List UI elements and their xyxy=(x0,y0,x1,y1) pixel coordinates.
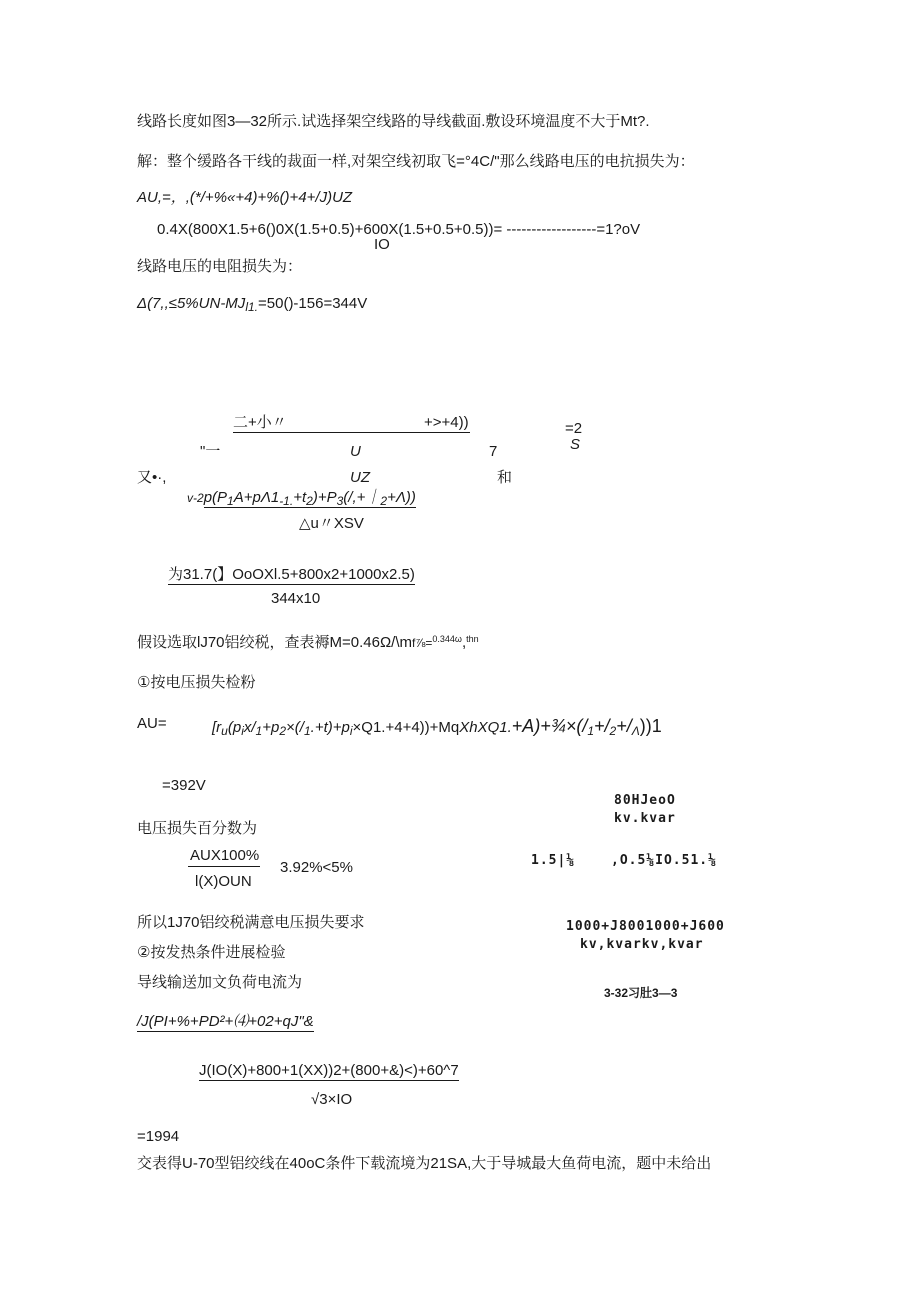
fraction-h6-rule xyxy=(188,866,260,867)
formula-g2: 344x10 xyxy=(271,590,321,607)
h3-m: i xyxy=(349,724,353,738)
text-line-1: 线路长度如图3—32所示.试选择架空线路的导线截面.敷设环境温度不大于Mt?. xyxy=(137,113,650,130)
formula-f1-eq: =2 xyxy=(565,420,583,437)
figure-label-r2: kv.kvar xyxy=(614,811,676,826)
formula-f1-left: 二+小〃 xyxy=(233,414,287,431)
formula-line-6-sub: l1. xyxy=(245,300,258,314)
text-line-h7: 所以1J70铝绞税满意电压损失要求 xyxy=(137,914,365,931)
formula-f4-i: )+P xyxy=(312,489,337,506)
formula-line-6 xyxy=(137,295,367,313)
formula-h11 xyxy=(199,1062,459,1080)
formula-f3-uz: UZ xyxy=(350,469,370,486)
formula-line-4: 0.4X(800X1.5+6()0X(1.5+0.5)+600X(1.5+0.5+0.5))= ------------------=1?oV xyxy=(157,221,641,238)
text-line-5: 线路电压的电阻损失为： xyxy=(137,258,303,275)
text-line-h1 xyxy=(137,634,479,653)
text-line-h1-b: f xyxy=(412,636,416,650)
h3-c: u xyxy=(221,724,228,738)
formula-f1-right: +>+4)) xyxy=(424,414,469,431)
formula-g1-text: 为31.7(】OoOXl.5+800x2+1000x2.5) xyxy=(168,566,415,583)
formula-f4-g: +t xyxy=(293,489,307,506)
formula-f4-d: 1 xyxy=(227,494,234,508)
text-line-h2: ①按电压损失检粉 xyxy=(137,674,256,691)
formula-f1-s: S xyxy=(570,436,581,453)
h3-p: +A)+¾×(/ xyxy=(511,716,588,736)
h3-f: x/ xyxy=(243,719,256,736)
figure-caption: 3-32习肚3—3 xyxy=(604,986,678,1000)
formula-f1-rule xyxy=(233,432,470,433)
formula-f4 xyxy=(187,489,416,507)
formula-line-4-denominator: IO xyxy=(374,236,390,253)
h3-u: Λ xyxy=(631,724,640,738)
formula-line-3: AU,=，,(*/+%«+4)+%()+4+/J)UZ xyxy=(137,189,353,206)
formula-f5: △u〃XSV xyxy=(299,515,364,532)
formula-f4-f: -1. xyxy=(279,494,294,508)
text-line-h1-e: , xyxy=(461,634,467,651)
fraction-h6-denominator: l(X)OUN xyxy=(195,873,252,890)
formula-h13: =1994 xyxy=(137,1128,180,1145)
text-line-h5: 电压损失百分数为 xyxy=(137,820,258,837)
formula-h3 xyxy=(212,717,662,737)
formula-f2-seven: 7 xyxy=(489,443,498,460)
figure-label-r1: 80HJeoO xyxy=(614,793,676,808)
formula-f3-and: 和 xyxy=(497,469,513,486)
formula-f4-l: 2 xyxy=(380,494,388,508)
formula-g1 xyxy=(168,566,415,584)
formula-f2-left: "一 xyxy=(200,443,221,460)
text-line-h9: 导线输送加文负荷电流为 xyxy=(137,974,303,991)
formula-h3-label: AU= xyxy=(137,715,167,732)
h3-l: .+t)+p xyxy=(310,719,350,736)
h3-h: +p xyxy=(262,719,280,736)
figure-label-r5: kv,kvarkv,kvar xyxy=(580,937,704,952)
h3-o: XhXQ1. xyxy=(459,719,512,736)
formula-f3-left: 又•·, xyxy=(137,469,167,486)
fraction-h6-value: 3.92%<5% xyxy=(280,859,353,876)
h3-i: 2 xyxy=(279,724,287,738)
h3-n: ×Q1.+4+4))+Mq xyxy=(352,719,460,736)
formula-h11-text: J(IO(X)+800+1(XX))2+(800+&)<)+60^7 xyxy=(199,1062,459,1079)
formula-h10-text: /J(PI+%+PD²+⑷+02+qJ"& xyxy=(137,1013,314,1030)
formula-f4-c: p(P xyxy=(203,489,228,506)
formula-h4: =392V xyxy=(162,777,206,794)
figure-label-r3b: ,O.5⅛IO.51.⅛ xyxy=(611,853,717,868)
h3-s: 2 xyxy=(609,724,617,738)
formula-f4-k: (/,+｜ xyxy=(343,489,381,506)
text-line-h1-main: 假设选取lJ70铝绞税，查表褥M=0.46Ω/\m xyxy=(137,634,413,651)
figure-label-r3a: 1.5|⅛ xyxy=(531,853,576,868)
text-line-h1-f: thn xyxy=(466,634,479,644)
formula-f4-a: v- xyxy=(187,491,197,505)
text-line-2: 解：整个缓路各干线的裁面一样,对架空线初取飞=°4C/"那么线路电压的电抗损失为： xyxy=(137,153,695,170)
h3-b: [r xyxy=(212,719,222,736)
formula-line-6-tail: =50()-156=344V xyxy=(258,295,368,312)
formula-f2-u: U xyxy=(350,443,361,460)
text-line-h1-c: ⅞= xyxy=(415,636,433,650)
fraction-h6-numerator: AUX100% xyxy=(190,847,260,864)
h3-t: +/ xyxy=(616,716,632,736)
h3-e: i xyxy=(241,724,244,738)
text-line-h1-d: 0.344ω xyxy=(432,634,462,644)
formula-f4-m: +Λ)) xyxy=(387,489,416,506)
h3-k: 1 xyxy=(303,724,311,738)
formula-f4-h: 2 xyxy=(306,494,313,508)
h3-q: 1 xyxy=(587,724,595,738)
formula-h12: √3×IO xyxy=(311,1091,353,1108)
formula-h10 xyxy=(137,1013,314,1031)
text-line-h8: ②按发热条件进展检验 xyxy=(137,944,286,961)
h3-r: +/ xyxy=(594,716,610,736)
formula-f4-j: 3 xyxy=(336,494,344,508)
formula-f4-e: A+pΛ1 xyxy=(233,489,280,506)
h3-d: (p xyxy=(227,719,242,736)
formula-f4-b: 2 xyxy=(197,491,204,505)
formula-line-6-main: Δ(7,,≤5%UN-MJ xyxy=(137,295,246,312)
h3-v: ))1 xyxy=(639,716,662,736)
h3-g: 1 xyxy=(255,724,263,738)
h3-j: ×(/ xyxy=(286,719,304,736)
text-line-h14: 交表得U-70型铝绞线在40oC条件下载流境为21SA,大于导城最大鱼荷电流，题中未给出 xyxy=(137,1155,712,1172)
figure-label-r4: 1000+J8001000+J600 xyxy=(566,919,725,934)
